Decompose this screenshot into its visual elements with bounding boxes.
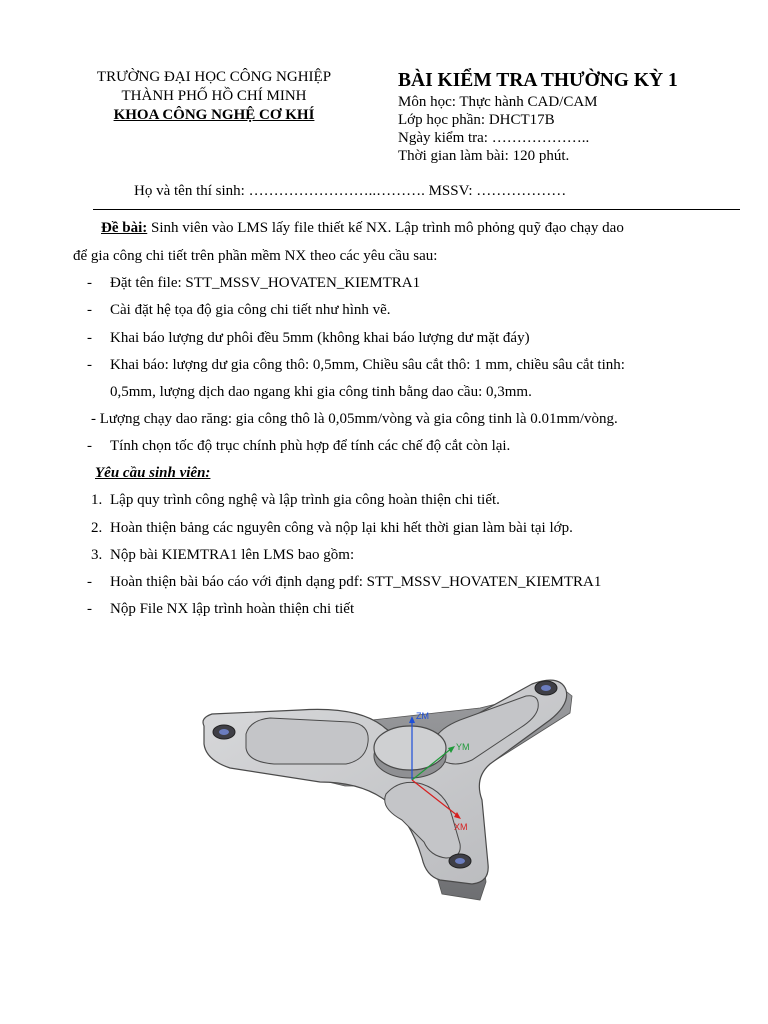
part-figure — [190, 668, 590, 913]
problem-intro-text: Sinh viên vào LMS lấy file thiết kế NX. Lập trình mô phỏng quỹ đạo chạy dao — [147, 220, 624, 236]
requirement-3: Nộp bài KIEMTRA1 lên LMS bao gồm: — [110, 547, 355, 563]
hole-bottom-inner — [455, 858, 465, 864]
school-header — [66, 68, 362, 125]
problem-bullet-4: Khai báo: lượng dư gia công thô: 0,5mm, Chiều sâu cắt thô: 1 mm, chiều sâu cắt tinh: — [110, 357, 625, 373]
problem-intro-line1 — [101, 220, 624, 237]
problem-bullet-6: Tính chọn tốc độ trục chính phù hợp để tính các chế độ cắt còn lại. — [110, 438, 511, 454]
requirement-2: Hoàn thiện bảng các nguyên công và nộp lại khi hết thời gian làm bài tại lớp. — [110, 520, 573, 536]
requirement-sub-2: Nộp File NX lập trình hoàn thiện chi tiết — [110, 601, 355, 617]
bullet-dash: - — [87, 357, 92, 373]
list-number: 3. — [91, 547, 103, 563]
exam-title: BÀI KIỂM TRA THƯỜNG KỲ 1 — [398, 70, 678, 91]
requirement-1: Lập quy trình công nghệ và lập trình gia công hoàn thiện chi tiết. — [110, 492, 500, 508]
problem-bullet-5: - Lượng chạy dao răng: gia công thô là 0,05mm/vòng và gia công tinh là 0.01mm/vòng. — [91, 411, 618, 427]
pocket-left — [246, 718, 368, 764]
bullet-dash: - — [87, 438, 92, 454]
list-number: 2. — [91, 520, 103, 536]
exam-duration: Thời gian làm bài: 120 phút. — [398, 148, 570, 164]
x-axis-label: XM — [454, 822, 468, 832]
problem-bullet-2: Cài đặt hệ tọa độ gia công chi tiết như hình vẽ. — [110, 302, 391, 318]
z-axis-label: ZM — [416, 711, 429, 721]
problem-label: Đề bài: — [101, 220, 148, 236]
exam-class: Lớp học phần: DHCT17B — [398, 112, 555, 128]
school-name-line1: TRƯỜNG ĐẠI HỌC CÔNG NGHIỆP — [96, 69, 332, 85]
requirements-label: Yêu cầu sinh viên: — [95, 465, 211, 481]
bullet-dash: - — [87, 574, 92, 590]
student-info-line: Họ và tên thí sinh: ……………………..………. MSSV: ……………… — [134, 183, 567, 199]
problem-intro-line2: để gia công chi tiết trên phần mềm NX theo các yêu cầu sau: — [73, 248, 438, 264]
exam-info — [398, 68, 758, 165]
problem-bullet-4-cont: 0,5mm, lượng dịch dao ngang khi gia công tinh bằng dao cầu: 0,3mm. — [110, 384, 532, 400]
exam-date: Ngày kiểm tra: ……………….. — [398, 130, 590, 146]
hole-left-inner — [219, 729, 229, 735]
faculty-name: KHOA CÔNG NGHỆ CƠ KHÍ — [113, 107, 315, 123]
center-boss-top — [374, 726, 446, 770]
bullet-dash: - — [87, 330, 92, 346]
list-number: 1. — [91, 492, 103, 508]
exam-subject: Môn học: Thực hành CAD/CAM — [398, 94, 598, 110]
problem-bullet-1: Đặt tên file: STT_MSSV_HOVATEN_KIEMTRA1 — [110, 275, 421, 291]
hole-right-inner — [541, 685, 551, 691]
y-axis-label: YM — [456, 742, 470, 752]
bullet-dash: - — [87, 302, 92, 318]
bullet-dash: - — [87, 275, 92, 291]
requirement-sub-1: Hoàn thiện bài báo cáo với định dạng pdf: STT_MSSV_HOVATEN_KIEMTRA1 — [110, 574, 602, 590]
header-divider — [93, 209, 740, 210]
school-name-line2: THÀNH PHỐ HỒ CHÍ MINH — [121, 88, 307, 104]
bullet-dash: - — [87, 601, 92, 617]
problem-bullet-3: Khai báo lượng dư phôi đều 5mm (không khai báo lượng dư mặt đáy) — [110, 330, 530, 346]
